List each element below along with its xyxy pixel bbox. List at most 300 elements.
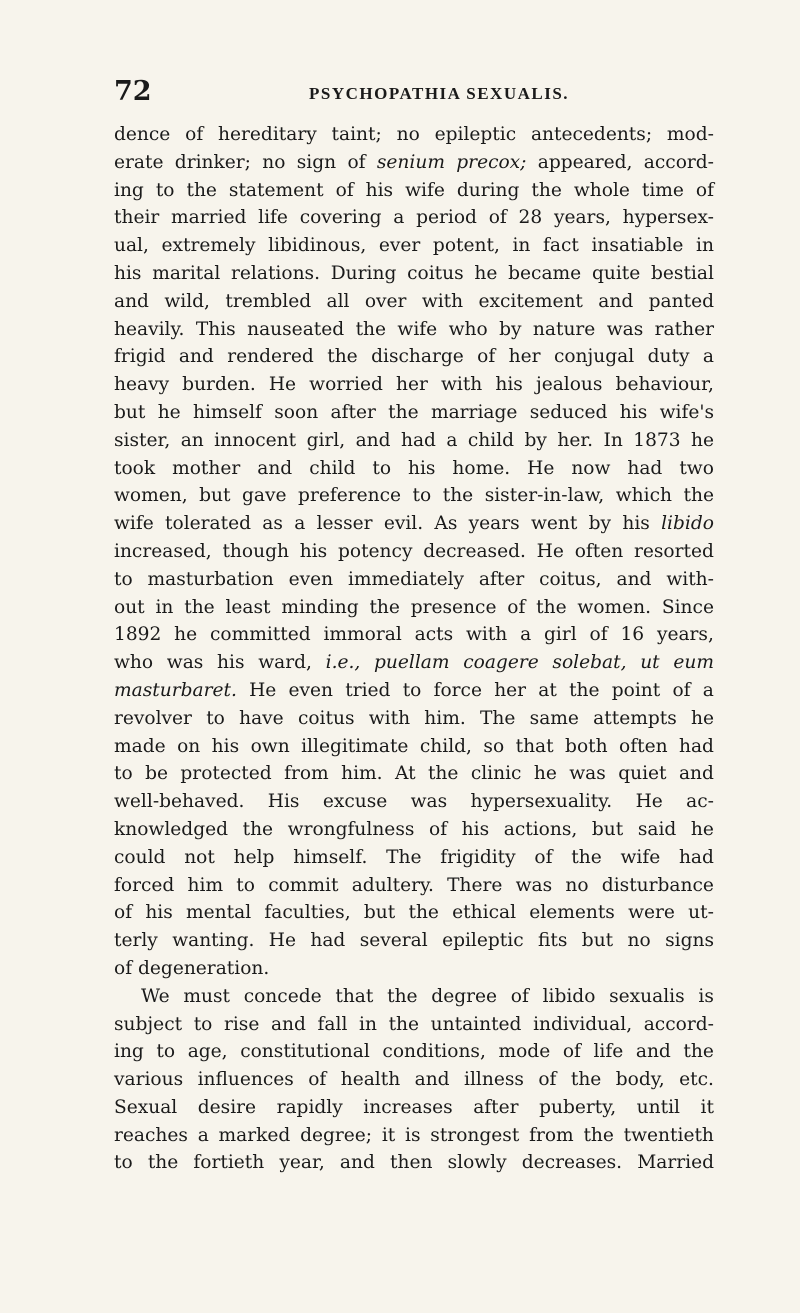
word: a bbox=[294, 513, 306, 535]
word: but bbox=[114, 401, 146, 423]
word: even bbox=[288, 679, 334, 701]
word: girl, bbox=[306, 429, 346, 451]
word: two bbox=[679, 457, 714, 479]
word: soon bbox=[274, 401, 319, 423]
word: himself bbox=[193, 401, 262, 423]
word: 28 bbox=[518, 207, 543, 229]
word: had bbox=[627, 457, 663, 479]
word: by bbox=[588, 513, 612, 535]
word: rise bbox=[223, 1013, 260, 1035]
word: women, bbox=[114, 485, 188, 507]
word: In bbox=[603, 429, 623, 451]
text-line bbox=[114, 288, 714, 316]
word: to bbox=[206, 707, 225, 729]
word: years, bbox=[656, 624, 714, 646]
word: on bbox=[177, 735, 201, 757]
text-line bbox=[114, 149, 714, 177]
word: attempts bbox=[593, 707, 677, 729]
word: had bbox=[310, 930, 346, 952]
word: though bbox=[222, 540, 289, 562]
body-text bbox=[114, 121, 714, 1177]
word: ever bbox=[378, 235, 421, 257]
word: to bbox=[193, 1013, 213, 1035]
word: in bbox=[155, 596, 174, 618]
word: home. bbox=[452, 457, 511, 479]
word: his bbox=[622, 513, 650, 535]
word: an bbox=[180, 429, 204, 451]
word: degree; bbox=[300, 1124, 373, 1146]
word: he bbox=[691, 707, 714, 729]
word: child bbox=[309, 457, 356, 479]
word: took bbox=[114, 457, 156, 479]
word: of bbox=[534, 846, 553, 868]
word: all bbox=[326, 290, 350, 312]
text-line bbox=[114, 482, 714, 510]
word: fits bbox=[538, 930, 568, 952]
text-line bbox=[114, 594, 714, 622]
word: and bbox=[270, 1013, 306, 1035]
word: preference bbox=[298, 485, 402, 507]
word: etc. bbox=[679, 1069, 714, 1091]
word: in bbox=[359, 1013, 377, 1035]
word: the bbox=[387, 985, 418, 1007]
word: 1873 bbox=[633, 429, 681, 451]
word: ing bbox=[114, 179, 144, 201]
word: innocent bbox=[214, 429, 297, 451]
word: no bbox=[565, 874, 589, 896]
word: same bbox=[529, 707, 579, 729]
word: that bbox=[335, 985, 374, 1007]
word: a bbox=[702, 679, 714, 701]
word: could bbox=[114, 846, 166, 868]
word: libido bbox=[661, 513, 714, 535]
page-number: 72 bbox=[114, 76, 152, 107]
word: the bbox=[184, 596, 215, 618]
word: said bbox=[637, 818, 677, 840]
word: with bbox=[465, 624, 508, 646]
word: him. bbox=[341, 763, 383, 785]
word: illness bbox=[464, 1069, 524, 1091]
word: her. bbox=[557, 429, 594, 451]
word: his bbox=[211, 735, 240, 757]
word: the bbox=[683, 1041, 714, 1063]
word: As bbox=[434, 513, 458, 535]
word: during bbox=[456, 179, 520, 201]
text-line bbox=[114, 538, 714, 566]
word: he bbox=[157, 401, 181, 423]
word: behaviour, bbox=[615, 374, 714, 396]
word: out bbox=[114, 596, 145, 618]
word: marked bbox=[218, 1124, 291, 1146]
text-line bbox=[114, 899, 714, 927]
word: coitus bbox=[407, 262, 464, 284]
word: but bbox=[581, 930, 614, 952]
word: concede bbox=[243, 985, 322, 1007]
word: he bbox=[690, 818, 714, 840]
word: the bbox=[569, 679, 600, 701]
word: he bbox=[691, 429, 714, 451]
text-line bbox=[114, 1122, 714, 1150]
text-line bbox=[114, 121, 714, 149]
word: of bbox=[477, 346, 496, 368]
word: revolver bbox=[114, 707, 192, 729]
word: excitement bbox=[478, 290, 583, 312]
word: his bbox=[299, 540, 328, 562]
word: accord- bbox=[643, 1013, 714, 1035]
word: time bbox=[641, 179, 684, 201]
word: protected bbox=[180, 763, 272, 785]
word: help bbox=[233, 846, 275, 868]
word: burden. bbox=[182, 374, 256, 396]
word: is bbox=[405, 1124, 421, 1146]
word: conditions, bbox=[382, 1041, 486, 1063]
text-line bbox=[114, 1038, 714, 1066]
word: his bbox=[114, 262, 142, 284]
word: force bbox=[433, 679, 482, 701]
word: of bbox=[562, 1041, 581, 1063]
word: rendered bbox=[227, 346, 314, 368]
word: seduced bbox=[529, 401, 608, 423]
word: life bbox=[258, 207, 288, 229]
word: dence bbox=[114, 124, 171, 145]
word: libido bbox=[542, 985, 596, 1007]
word: extremely bbox=[161, 235, 256, 257]
text-line bbox=[114, 510, 714, 538]
word: to bbox=[236, 874, 255, 896]
word: well-behaved. bbox=[114, 791, 245, 813]
word: to bbox=[402, 679, 422, 701]
word: potency bbox=[337, 540, 413, 562]
word: marital bbox=[152, 262, 221, 284]
word: he bbox=[174, 624, 198, 646]
word: a bbox=[520, 624, 532, 646]
text-line bbox=[114, 1149, 714, 1177]
word: from bbox=[284, 763, 329, 785]
word: increased, bbox=[114, 540, 212, 562]
word: to bbox=[155, 179, 175, 201]
text-line bbox=[114, 1066, 714, 1094]
word: the bbox=[408, 902, 439, 924]
word: masturbaret. bbox=[114, 679, 237, 701]
word: his bbox=[145, 902, 173, 924]
text-line bbox=[114, 955, 714, 983]
text-line bbox=[114, 788, 714, 816]
word: evil. bbox=[383, 513, 424, 535]
word: several bbox=[359, 930, 428, 952]
word: the bbox=[147, 1152, 179, 1174]
text-line bbox=[114, 1094, 714, 1122]
word: wife bbox=[405, 179, 445, 201]
word: 16 bbox=[620, 624, 645, 646]
text-line bbox=[114, 316, 714, 344]
word: even bbox=[288, 568, 334, 590]
word: strongest bbox=[430, 1124, 520, 1146]
word: now bbox=[571, 457, 611, 479]
word: masturbation bbox=[147, 568, 274, 590]
word: duty bbox=[647, 346, 690, 368]
word: health bbox=[340, 1069, 401, 1091]
word: made bbox=[114, 735, 166, 757]
word: coitus, bbox=[539, 568, 602, 590]
text-line bbox=[114, 566, 714, 594]
word: his bbox=[365, 179, 394, 201]
word: Since bbox=[661, 596, 714, 618]
word: it bbox=[381, 1124, 396, 1146]
word: himself. bbox=[293, 846, 368, 868]
word: and bbox=[635, 1041, 671, 1063]
word: nauseated bbox=[247, 318, 345, 340]
word: conjugal bbox=[553, 346, 635, 368]
word: various bbox=[114, 1069, 184, 1091]
text-line bbox=[114, 816, 714, 844]
word: During bbox=[330, 262, 397, 284]
word: desire bbox=[197, 1096, 257, 1118]
word: of bbox=[185, 124, 204, 145]
word: gave bbox=[242, 485, 287, 507]
word: of bbox=[335, 179, 354, 201]
word: point bbox=[611, 679, 661, 701]
word: of bbox=[114, 957, 133, 979]
word: individual, bbox=[533, 1013, 633, 1035]
word: were bbox=[628, 902, 675, 924]
word: after bbox=[330, 401, 376, 423]
word: a bbox=[446, 429, 458, 451]
word: mother bbox=[172, 457, 241, 479]
text-line bbox=[114, 677, 714, 705]
word: him bbox=[187, 874, 224, 896]
word: bestial bbox=[651, 262, 714, 284]
word: which bbox=[615, 485, 672, 507]
word: hypersex- bbox=[622, 207, 714, 229]
text-line bbox=[114, 649, 714, 677]
word: coagere bbox=[463, 652, 539, 674]
word: sister-in-law, bbox=[484, 485, 605, 507]
word: to bbox=[114, 1152, 133, 1174]
word: Married bbox=[637, 1152, 714, 1174]
word: child bbox=[467, 429, 515, 451]
word: from bbox=[529, 1124, 574, 1146]
word: the bbox=[388, 401, 419, 423]
word: over bbox=[364, 290, 407, 312]
word: drinker; bbox=[174, 151, 251, 173]
word: sign bbox=[296, 151, 337, 173]
text-line bbox=[114, 733, 714, 761]
word: constitutional bbox=[240, 1041, 370, 1063]
word: the bbox=[571, 846, 602, 868]
word: appeared, bbox=[537, 151, 633, 173]
text-line bbox=[114, 705, 714, 733]
word: with bbox=[368, 707, 411, 729]
word: and bbox=[616, 568, 652, 590]
word: ut bbox=[640, 652, 660, 674]
word: epileptic bbox=[434, 124, 517, 145]
word: tolerated bbox=[165, 513, 252, 535]
word: age, bbox=[187, 1041, 228, 1063]
word: acts bbox=[414, 624, 454, 646]
word: fall bbox=[317, 1013, 348, 1035]
text-line bbox=[114, 927, 714, 955]
word: resorted bbox=[634, 540, 714, 562]
word: His bbox=[267, 791, 300, 813]
word: heavily. bbox=[114, 318, 185, 340]
word: no bbox=[627, 930, 651, 952]
word: he bbox=[533, 763, 557, 785]
word: i.e., bbox=[325, 652, 361, 674]
word: solebat, bbox=[552, 652, 627, 674]
word: rather bbox=[654, 318, 714, 340]
word: to bbox=[412, 485, 432, 507]
word: must bbox=[183, 985, 230, 1007]
word: jealous bbox=[535, 374, 603, 396]
word: decreased. bbox=[423, 540, 526, 562]
word: and bbox=[678, 763, 714, 785]
text-line bbox=[114, 760, 714, 788]
word: presence bbox=[410, 596, 497, 618]
word: ac- bbox=[686, 791, 714, 813]
word: of bbox=[589, 624, 608, 646]
word: signs bbox=[665, 930, 714, 952]
word: minding bbox=[281, 596, 359, 618]
word: puberty, bbox=[539, 1096, 617, 1118]
word: wrongfulness bbox=[287, 818, 415, 840]
word: was bbox=[410, 791, 448, 813]
word: girl bbox=[544, 624, 577, 646]
text-line bbox=[114, 260, 714, 288]
word: years bbox=[468, 513, 520, 535]
word: He bbox=[268, 930, 296, 952]
word: often bbox=[619, 735, 668, 757]
word: but bbox=[591, 818, 624, 840]
word: hereditary bbox=[218, 124, 317, 145]
word: He bbox=[536, 540, 564, 562]
word: precox; bbox=[456, 151, 527, 173]
text-line bbox=[114, 455, 714, 483]
word: potent, bbox=[432, 235, 500, 257]
word: sexualis bbox=[609, 985, 685, 1007]
word: of bbox=[308, 1069, 327, 1091]
word: and bbox=[355, 429, 391, 451]
word: the bbox=[242, 818, 274, 840]
word: is bbox=[698, 985, 714, 1007]
word: illegitimate bbox=[301, 735, 409, 757]
word: ward, bbox=[258, 652, 312, 674]
word: quite bbox=[591, 262, 641, 284]
word: epileptic bbox=[442, 930, 524, 952]
word: to bbox=[114, 763, 133, 785]
word: no bbox=[396, 124, 420, 145]
word: own bbox=[250, 735, 290, 757]
word: Sexual bbox=[114, 1096, 178, 1118]
word: life bbox=[593, 1041, 624, 1063]
word: of bbox=[510, 985, 529, 1007]
word: year, bbox=[279, 1152, 325, 1174]
word: of bbox=[429, 818, 448, 840]
word: panted bbox=[648, 290, 714, 312]
word: the bbox=[536, 596, 567, 618]
word: slowly bbox=[447, 1152, 507, 1174]
word: faculties, bbox=[264, 902, 351, 924]
word: the bbox=[683, 485, 714, 507]
text-line bbox=[114, 232, 714, 260]
word: wife bbox=[397, 318, 438, 340]
word: a bbox=[702, 346, 714, 368]
text-line bbox=[114, 177, 714, 205]
word: of bbox=[507, 596, 526, 618]
word: after bbox=[473, 1096, 519, 1118]
page-header bbox=[114, 76, 709, 112]
word: degree bbox=[431, 985, 498, 1007]
word: At bbox=[394, 763, 416, 785]
word: We bbox=[141, 985, 170, 1007]
word: 1892 bbox=[114, 624, 162, 646]
word: to bbox=[156, 1041, 176, 1063]
word: of bbox=[488, 207, 507, 229]
word: immoral bbox=[323, 624, 402, 646]
word: antecedents; bbox=[530, 124, 653, 145]
word: their bbox=[114, 207, 160, 229]
word: both bbox=[565, 735, 608, 757]
word: whole bbox=[573, 179, 630, 201]
word: tried bbox=[345, 679, 391, 701]
word: had bbox=[679, 735, 714, 757]
word: then bbox=[390, 1152, 433, 1174]
word: and bbox=[178, 346, 214, 368]
word: with bbox=[421, 290, 464, 312]
word: quiet bbox=[618, 763, 667, 785]
word: and bbox=[598, 290, 634, 312]
word: least bbox=[225, 596, 271, 618]
word: with bbox=[440, 374, 483, 396]
word: He bbox=[249, 679, 277, 701]
word: to bbox=[372, 457, 392, 479]
word: of bbox=[114, 902, 133, 924]
word: was bbox=[166, 652, 204, 674]
word: him. bbox=[424, 707, 466, 729]
word: of bbox=[347, 151, 366, 173]
word: of bbox=[695, 179, 714, 201]
word: taint; bbox=[331, 124, 382, 145]
word: in bbox=[512, 235, 531, 257]
word: as bbox=[262, 513, 283, 535]
word: libidinous, bbox=[268, 235, 367, 257]
word: to bbox=[114, 568, 133, 590]
word: mental bbox=[186, 902, 252, 924]
text-line bbox=[114, 204, 714, 232]
word: decreases. bbox=[521, 1152, 623, 1174]
word: clinic bbox=[470, 763, 522, 785]
word: a bbox=[197, 1124, 209, 1146]
word: fortieth bbox=[193, 1152, 265, 1174]
word: years, bbox=[553, 207, 611, 229]
word: sister, bbox=[114, 429, 171, 451]
text-line bbox=[114, 983, 714, 1011]
word: was bbox=[569, 763, 606, 785]
word: marriage bbox=[430, 401, 518, 423]
word: ut- bbox=[688, 902, 714, 924]
word: terly bbox=[114, 930, 158, 952]
text-line bbox=[114, 399, 714, 427]
word: relations. bbox=[231, 262, 320, 284]
word: his bbox=[217, 652, 245, 674]
word: at bbox=[538, 679, 557, 701]
word: He bbox=[268, 374, 297, 396]
word: not bbox=[184, 846, 215, 868]
word: hypersexuality. bbox=[470, 791, 613, 813]
word: went bbox=[530, 513, 578, 535]
word: increases bbox=[363, 1096, 453, 1118]
word: child, bbox=[419, 735, 472, 757]
word: erate bbox=[114, 151, 164, 173]
